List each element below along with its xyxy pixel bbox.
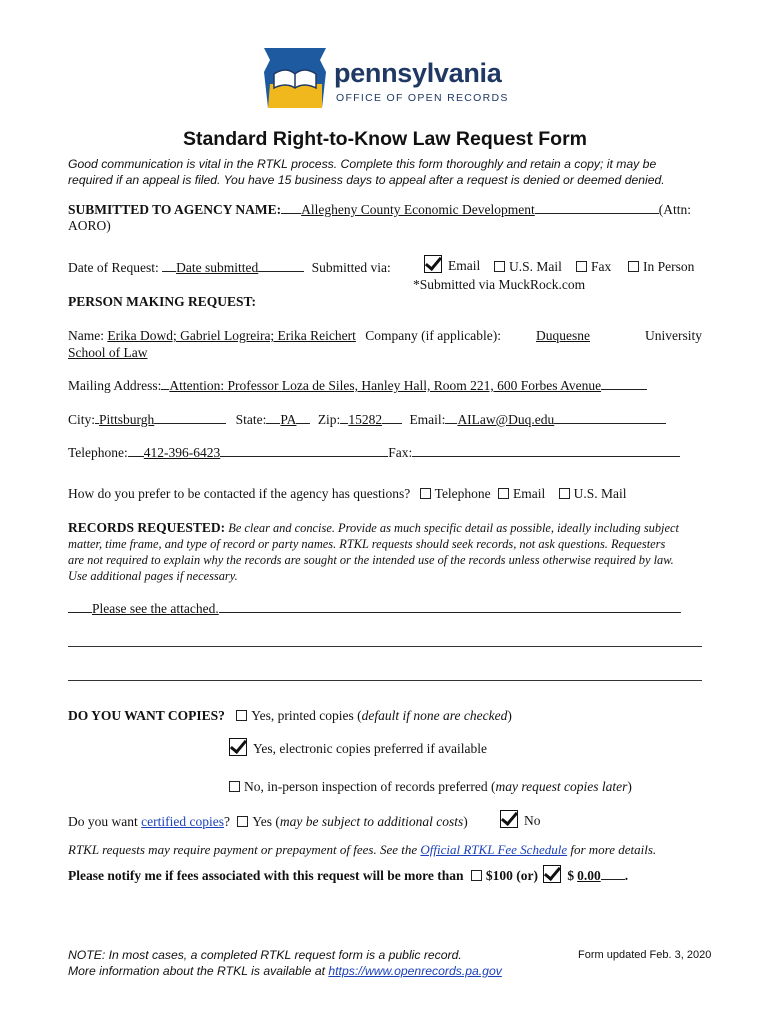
records-blank-line[interactable] bbox=[68, 646, 702, 647]
fees-note-text-end: for more details. bbox=[570, 842, 657, 857]
fees-notify-row bbox=[68, 865, 628, 884]
attn-continued: AORO) bbox=[68, 218, 111, 233]
checkbox-icon[interactable] bbox=[237, 816, 248, 827]
contact-email-label: Email bbox=[513, 486, 546, 501]
records-instruction-line: matter, time frame, and type of record or party names. RTKL requests should seek records, not ask questions. Requesters bbox=[68, 537, 666, 551]
checkbox-icon[interactable] bbox=[628, 261, 639, 272]
mailing-row bbox=[68, 377, 647, 394]
mailing-label: Mailing Address: bbox=[68, 378, 162, 393]
checked-checkbox-icon[interactable] bbox=[500, 810, 518, 828]
printed-copies-note: default if none are checked bbox=[361, 708, 508, 723]
checked-checkbox-icon[interactable] bbox=[424, 255, 442, 273]
via-fax-option[interactable] bbox=[576, 259, 611, 275]
fee-100-label: $100 (or) bbox=[485, 868, 538, 883]
attn-text: (Attn: bbox=[658, 202, 691, 217]
checked-checkbox-icon[interactable] bbox=[543, 865, 561, 883]
fees-note bbox=[68, 842, 656, 858]
inspection-label: No, in-person inspection of records preferred ( bbox=[244, 779, 496, 794]
company-value-part: Duquesne bbox=[536, 328, 590, 343]
footer-note: NOTE: In most cases, a completed RTKL request form is a public record. bbox=[68, 948, 462, 962]
records-instruction-line: Be clear and concise. Provide as much specific detail as possible, ideally including subject bbox=[228, 521, 679, 535]
city-label: City: bbox=[68, 412, 96, 427]
via-fax-label: Fax bbox=[591, 259, 612, 274]
records-label: RECORDS REQUESTED: bbox=[68, 520, 226, 535]
via-mail-option[interactable] bbox=[494, 259, 562, 275]
checked-checkbox-icon[interactable] bbox=[229, 738, 247, 756]
state-field[interactable]: PA bbox=[280, 412, 297, 427]
via-in-person-option[interactable] bbox=[628, 259, 694, 275]
date-field[interactable]: Date submitted bbox=[176, 260, 259, 275]
date-row bbox=[68, 259, 391, 276]
certified-no-option[interactable] bbox=[500, 810, 541, 829]
records-instruction-line: are not required to explain why the records are sought or the intended use of the records unless otherwise required by law. bbox=[68, 553, 674, 567]
fees-note-text: RTKL requests may require payment or prepayment of fees. See the bbox=[68, 842, 418, 857]
company-field[interactable] bbox=[536, 328, 702, 344]
openrecords-link[interactable]: https://www.openrecords.pa.gov bbox=[328, 964, 502, 978]
records-instructions bbox=[68, 520, 679, 584]
printed-copies-label: Yes, printed copies ( bbox=[251, 708, 362, 723]
checkbox-icon[interactable] bbox=[494, 261, 505, 272]
name-row bbox=[68, 328, 501, 344]
logo-subtitle: OFFICE OF OPEN RECORDS bbox=[336, 92, 509, 104]
certified-question: Do you want bbox=[68, 814, 138, 829]
form-updated: Form updated Feb. 3, 2020 bbox=[578, 949, 712, 961]
records-answer-line[interactable] bbox=[68, 600, 681, 617]
company-field-continued[interactable]: School of Law bbox=[68, 345, 148, 360]
certified-row bbox=[68, 814, 468, 830]
logo-wordmark: pennsylvania bbox=[334, 58, 502, 88]
certified-yes-label: Yes ( bbox=[252, 814, 280, 829]
form-title: Standard Right-to-Know Law Request Form bbox=[182, 128, 588, 150]
via-mail-label: U.S. Mail bbox=[509, 259, 562, 274]
date-label: Date of Request: bbox=[68, 260, 159, 275]
copies-row bbox=[68, 708, 512, 724]
city-row bbox=[68, 411, 666, 428]
certified-no-label: No bbox=[524, 813, 541, 828]
inspection-option[interactable] bbox=[229, 779, 632, 795]
copies-label: DO YOU WANT COPIES? bbox=[68, 708, 225, 723]
contact-telephone-label: Telephone bbox=[434, 486, 491, 501]
checkbox-icon[interactable] bbox=[229, 781, 240, 792]
mailing-address-field[interactable]: Attention: Professor Loza de Siles, Hanley Hall, Room 221, 600 Forbes Avenue bbox=[169, 378, 602, 393]
fee-schedule-link[interactable]: Official RTKL Fee Schedule bbox=[420, 842, 568, 857]
city-field[interactable]: Pittsburgh bbox=[99, 412, 155, 427]
electronic-copies-option[interactable] bbox=[229, 738, 487, 757]
inspection-note: may request copies later bbox=[495, 779, 628, 794]
telephone-label: Telephone: bbox=[68, 445, 128, 460]
contact-preference-row bbox=[68, 486, 627, 502]
fee-dollar-sign: $ bbox=[567, 868, 575, 883]
pa-oor-logo bbox=[260, 44, 520, 114]
via-in-person-label: In Person bbox=[643, 259, 695, 274]
checkbox-icon[interactable] bbox=[236, 710, 247, 721]
electronic-copies-label: Yes, electronic copies preferred if available bbox=[253, 741, 488, 756]
checkbox-icon[interactable] bbox=[559, 488, 570, 499]
records-answer: Please see the attached. bbox=[92, 601, 219, 616]
intro-text-line: Good communication is vital in the RTKL process. Complete this form thoroughly and retain a copy; it may be bbox=[68, 157, 657, 171]
zip-label: Zip: bbox=[317, 412, 341, 427]
footer-more-info bbox=[68, 964, 502, 978]
contact-mail-label: U.S. Mail bbox=[573, 486, 627, 501]
certified-yes-close: ) bbox=[463, 814, 468, 829]
certified-question-end: ? bbox=[223, 814, 230, 829]
records-instruction-line: Use additional pages if necessary. bbox=[68, 569, 238, 583]
keystone-book-icon bbox=[260, 44, 330, 112]
name-field[interactable]: Erika Dowd; Gabriel Logreira; Erika Reichert bbox=[107, 328, 356, 343]
email-label: Email: bbox=[409, 412, 446, 427]
inspection-close: ) bbox=[627, 779, 632, 794]
name-label: Name: bbox=[68, 328, 104, 343]
checkbox-icon[interactable] bbox=[471, 870, 482, 881]
submitted-via-label: Submitted via: bbox=[311, 260, 391, 275]
telephone-row bbox=[68, 444, 680, 461]
agency-label: SUBMITTED TO AGENCY NAME: bbox=[68, 202, 282, 217]
records-blank-line[interactable] bbox=[68, 680, 702, 681]
muckrock-note: *Submitted via MuckRock.com bbox=[413, 277, 586, 292]
certified-yes-note: may be subject to additional costs bbox=[279, 814, 464, 829]
contact-question: How do you prefer to be contacted if the agency has questions? bbox=[68, 486, 411, 501]
fax-field[interactable] bbox=[412, 444, 680, 457]
fee-amount-field[interactable]: 0.00 bbox=[577, 868, 601, 883]
certified-copies-link[interactable]: certified copies bbox=[141, 814, 224, 829]
email-field[interactable]: AILaw@Duq.edu bbox=[457, 412, 555, 427]
checkbox-icon[interactable] bbox=[576, 261, 587, 272]
checkbox-icon[interactable] bbox=[420, 488, 431, 499]
fees-notify-text: Please notify me if fees associated with this request will be more than bbox=[68, 868, 464, 883]
zip-field[interactable]: 15282 bbox=[348, 412, 383, 427]
fax-label: Fax: bbox=[388, 445, 413, 460]
via-email-label: Email bbox=[448, 258, 481, 273]
state-label: State: bbox=[235, 412, 267, 427]
footer-more-info-text: More information about the RTKL is available at bbox=[68, 964, 325, 978]
telephone-field[interactable]: 412-396-6423 bbox=[143, 445, 221, 460]
fees-period: . bbox=[624, 868, 629, 883]
person-heading: PERSON MAKING REQUEST: bbox=[68, 294, 257, 309]
agency-name-field[interactable]: Allegheny County Economic Development bbox=[301, 202, 535, 217]
agency-row bbox=[68, 201, 691, 218]
via-email-option[interactable] bbox=[424, 255, 480, 274]
intro-text-line: required if an appeal is filed. You have 15 business days to appeal after a request is denied or deemed denied. bbox=[68, 173, 665, 187]
company-value-part: University bbox=[645, 328, 702, 343]
checkbox-icon[interactable] bbox=[498, 488, 509, 499]
printed-copies-close: ) bbox=[507, 708, 512, 723]
company-label: Company (if applicable): bbox=[365, 328, 501, 343]
